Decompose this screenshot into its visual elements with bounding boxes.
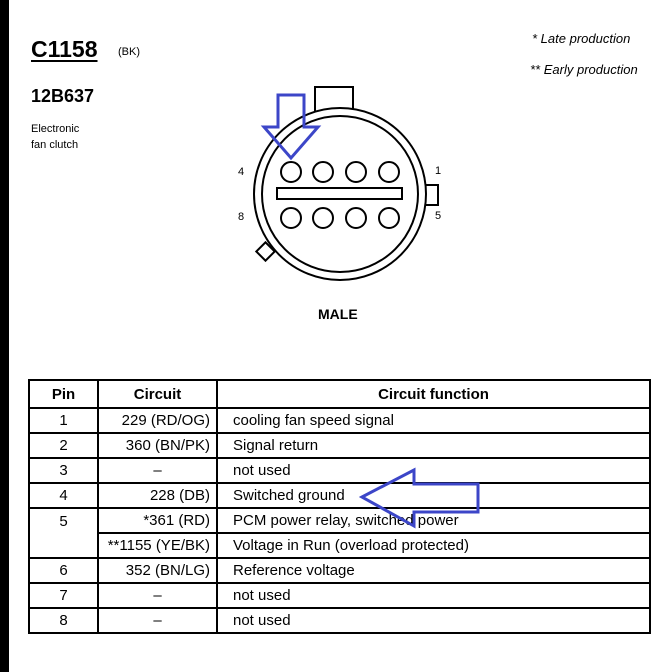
function-cell: Reference voltage bbox=[217, 558, 650, 583]
pin-6-socket bbox=[346, 208, 366, 228]
circuit-cell: 360 (BN/PK) bbox=[98, 433, 217, 458]
note-late-production: * Late production bbox=[532, 31, 631, 46]
circuit-cell: – bbox=[98, 608, 217, 633]
table-row bbox=[29, 583, 650, 608]
table-row bbox=[29, 533, 650, 558]
description-line-2: fan clutch bbox=[31, 139, 79, 151]
circuit-cell: 352 (BN/LG) bbox=[98, 558, 217, 583]
pin-2-socket bbox=[346, 162, 366, 182]
pin-label-4: 4 bbox=[238, 166, 245, 178]
circuit-cell: 228 (DB) bbox=[98, 483, 217, 508]
function-cell: PCM power relay, switched power bbox=[217, 508, 650, 533]
header-circuit: Circuit bbox=[98, 380, 217, 408]
function-cell: not used bbox=[217, 583, 650, 608]
function-cell: cooling fan speed signal bbox=[217, 408, 650, 433]
pin-cell: 2 bbox=[29, 433, 98, 458]
pin-label-1: 1 bbox=[435, 165, 442, 177]
table-row bbox=[29, 508, 650, 533]
table-row bbox=[29, 483, 650, 508]
pin-4-socket bbox=[281, 162, 301, 182]
circuit-cell: 229 (RD/OG) bbox=[98, 408, 217, 433]
pin-5-socket bbox=[379, 208, 399, 228]
connector-id: C1158 bbox=[31, 36, 98, 62]
pin-cell: 1 bbox=[29, 408, 98, 433]
pin-cell: 3 bbox=[29, 458, 98, 483]
pin-1-socket bbox=[379, 162, 399, 182]
circuit-cell: **1155 (YE/BK) bbox=[98, 533, 217, 558]
pin-cell: 8 bbox=[29, 608, 98, 633]
note-early-production: ** Early production bbox=[530, 62, 638, 77]
table-row bbox=[29, 458, 650, 483]
table-row bbox=[29, 558, 650, 583]
pin-table bbox=[28, 379, 651, 634]
circuit-cell: – bbox=[98, 458, 217, 483]
pin-cell: 4 bbox=[29, 483, 98, 508]
function-cell: Switched ground bbox=[217, 483, 650, 508]
pin-3-socket bbox=[313, 162, 333, 182]
table-row bbox=[29, 433, 650, 458]
connector-gender: MALE bbox=[318, 306, 358, 322]
table-row bbox=[29, 608, 650, 633]
header-circuit-function: Circuit function bbox=[217, 380, 650, 408]
function-cell: Signal return bbox=[217, 433, 650, 458]
connector-color: (BK) bbox=[118, 46, 140, 58]
pin-8-socket bbox=[281, 208, 301, 228]
pin-cell: 6 bbox=[29, 558, 98, 583]
table-row bbox=[29, 408, 650, 433]
pin-cell: 5 bbox=[29, 508, 98, 533]
pin-cell bbox=[29, 533, 98, 558]
pin-cell: 7 bbox=[29, 583, 98, 608]
function-cell: not used bbox=[217, 608, 650, 633]
function-cell: not used bbox=[217, 458, 650, 483]
pin-7-socket bbox=[313, 208, 333, 228]
pin-label-5: 5 bbox=[435, 210, 442, 222]
circuit-cell: *361 (RD) bbox=[98, 508, 217, 533]
connector-center-bar bbox=[277, 188, 402, 199]
function-cell: Voltage in Run (overload protected) bbox=[217, 533, 650, 558]
description-line-1: Electronic bbox=[31, 123, 80, 135]
part-number: 12B637 bbox=[31, 86, 95, 106]
header-pin: Pin bbox=[29, 380, 98, 408]
table-header-row bbox=[29, 380, 650, 408]
circuit-cell: – bbox=[98, 583, 217, 608]
pin-label-8: 8 bbox=[238, 211, 245, 223]
